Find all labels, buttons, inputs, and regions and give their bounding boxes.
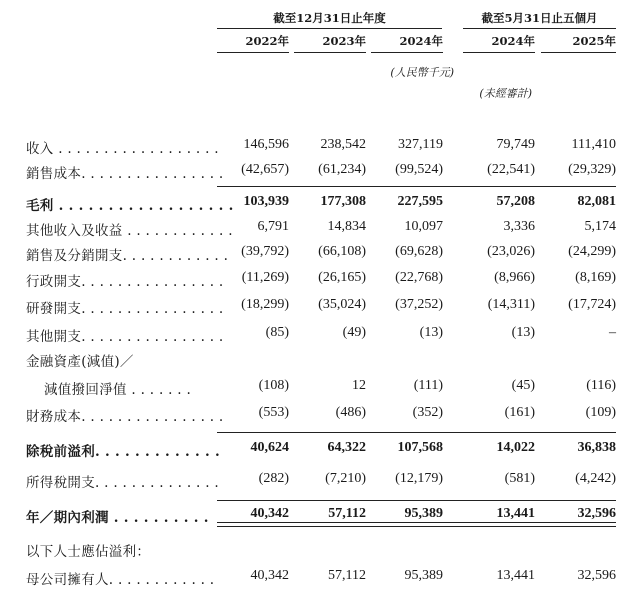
row-value: (4,242): [575, 471, 616, 486]
group-header-five-months-label: 截至5月31日止五個月: [481, 11, 598, 25]
row-value: 32,596: [577, 506, 616, 521]
row-owners-of-parent: [0, 568, 640, 590]
year-header-2024: 2024年: [371, 33, 443, 53]
year-header-2022: 2022年: [217, 33, 289, 53]
year-header-row: [0, 33, 640, 53]
row-label: 行政開支. . . . . . . . . . . . . . . .: [26, 274, 224, 290]
row-label: 金融資產(減值)／: [26, 354, 134, 370]
row-label: 以下人士應佔溢利：: [26, 544, 151, 560]
year-header-2024-5m: 2024年: [463, 33, 535, 53]
row-other-income-gains: [0, 219, 640, 241]
row-value: 327,119: [398, 137, 443, 152]
row-value: (352): [412, 405, 443, 420]
row-value: 13,441: [496, 568, 535, 583]
row-value: (161): [504, 405, 535, 420]
row-value: (61,234): [318, 162, 366, 177]
row-value: (45): [511, 378, 535, 393]
row-value: (35,024): [318, 297, 366, 312]
row-value: 95,389: [404, 506, 443, 521]
row-value: (29,329): [568, 162, 616, 177]
row-value: (109): [585, 405, 616, 420]
row-value: 13,441: [496, 506, 535, 521]
rule-above-profit-before-tax: [217, 432, 616, 433]
row-value: (85): [265, 325, 289, 340]
row-value: (26,165): [318, 270, 366, 285]
row-value: 10,097: [404, 219, 443, 234]
row-value: 95,389: [404, 568, 443, 583]
row-value: (42,657): [241, 162, 289, 177]
row-value: (8,966): [494, 270, 535, 285]
row-label: 其他收入及收益 . . . . . . . . . . . .: [26, 223, 233, 239]
row-value: (111): [413, 378, 443, 393]
row-label: 減值撥回淨值 . . . . . . .: [44, 382, 192, 398]
rule-above-gross-profit: [217, 186, 616, 187]
row-value: 40,342: [250, 568, 289, 583]
row-value: 5,174: [584, 219, 616, 234]
row-value: (49): [342, 325, 366, 340]
row-label: 研發開支. . . . . . . . . . . . . . . .: [26, 301, 224, 317]
unaudited-note: (未經審計): [479, 87, 532, 100]
row-value: (7,210): [325, 471, 366, 486]
row-value: (14,311): [487, 297, 535, 312]
row-label: 銷售成本. . . . . . . . . . . . . . . .: [26, 166, 224, 182]
row-value: 57,208: [496, 194, 535, 209]
row-value: 57,112: [328, 568, 366, 583]
row-value: 82,081: [577, 194, 616, 209]
row-value: 40,624: [250, 440, 289, 455]
row-value: 146,596: [243, 137, 289, 152]
row-value: 238,542: [320, 137, 366, 152]
row-finance-costs: [0, 405, 640, 427]
row-value: (11,269): [241, 270, 289, 285]
row-label: 母公司擁有人. . . . . . . . . . . .: [26, 572, 215, 588]
row-value: (12,179): [395, 471, 443, 486]
row-administrative-expenses: [0, 270, 640, 292]
row-label: 年／期內利潤 . . . . . . . . . .: [26, 510, 209, 526]
row-value: (23,026): [487, 244, 535, 259]
row-value: (99,524): [395, 162, 443, 177]
row-value: 107,568: [397, 440, 443, 455]
row-value: (116): [586, 378, 616, 393]
unit-note: (人民幣千元): [390, 66, 454, 79]
row-value: (13): [419, 325, 443, 340]
row-income-tax-expense: [0, 471, 640, 493]
row-value: (66,108): [318, 244, 366, 259]
row-value: 40,342: [250, 506, 289, 521]
row-value: 57,112: [328, 506, 366, 521]
row-cost-of-sales: [0, 162, 640, 184]
row-value: (69,628): [395, 244, 443, 259]
row-value: 111,410: [571, 137, 616, 152]
row-value: (22,541): [487, 162, 535, 177]
row-value: –: [609, 325, 616, 340]
year-header-2023: 2023年: [294, 33, 366, 53]
row-attributable-to-header: [0, 540, 640, 562]
row-revenue: [0, 137, 640, 159]
row-other-expenses: [0, 325, 640, 347]
row-label: 毛利 . . . . . . . . . . . . . . . . . .: [26, 198, 234, 214]
row-label: 除稅前溢利. . . . . . . . . . . . .: [26, 444, 220, 460]
rule-above-profit-for-period: [217, 500, 616, 501]
row-value: 227,595: [397, 194, 443, 209]
row-value: (24,299): [568, 244, 616, 259]
row-value: 177,308: [320, 194, 366, 209]
row-value: (108): [258, 378, 289, 393]
row-impairment-reversal-net: [0, 378, 640, 400]
row-value: 64,322: [327, 440, 366, 455]
row-value: (22,768): [395, 270, 443, 285]
row-label: 銷售及分銷開支. . . . . . . . . . . .: [26, 248, 229, 264]
row-value: 3,336: [503, 219, 535, 234]
row-value: (553): [258, 405, 289, 420]
row-gross-profit: [0, 194, 640, 216]
group-header-five-months: [463, 10, 616, 29]
row-value: 79,749: [496, 137, 535, 152]
row-value: (13): [511, 325, 535, 340]
row-label: 收入 . . . . . . . . . . . . . . . . . .: [26, 141, 219, 157]
row-value: 36,838: [577, 440, 616, 455]
row-profit-before-tax: [0, 440, 640, 462]
row-value: 14,022: [496, 440, 535, 455]
row-rd-expenses: [0, 297, 640, 319]
row-value: (18,299): [241, 297, 289, 312]
row-value: 32,596: [577, 568, 616, 583]
row-value: (581): [504, 471, 535, 486]
group-header-fiscal-year-label: 截至12月31日止年度: [273, 11, 386, 25]
row-value: (17,724): [568, 297, 616, 312]
row-value: 6,791: [257, 219, 289, 234]
row-selling-distribution-expenses: [0, 244, 640, 266]
row-label: 其他開支. . . . . . . . . . . . . . . .: [26, 329, 224, 345]
row-impairment-financial-assets-header: [0, 350, 640, 372]
row-value: 12: [352, 378, 366, 393]
row-value: 14,834: [327, 219, 366, 234]
row-value: (39,792): [241, 244, 289, 259]
row-value: (8,169): [575, 270, 616, 285]
group-header-fiscal-year: [217, 10, 442, 29]
row-value: (37,252): [395, 297, 443, 312]
double-rule-below-profit-for-period: [217, 522, 616, 527]
row-value: (486): [335, 405, 366, 420]
row-label: 所得稅開支. . . . . . . . . . . . . .: [26, 475, 219, 491]
row-label: 財務成本. . . . . . . . . . . . . . . .: [26, 409, 224, 425]
row-value: 103,939: [243, 194, 289, 209]
year-header-2025-5m: 2025年: [541, 33, 616, 53]
row-value: (282): [258, 471, 289, 486]
